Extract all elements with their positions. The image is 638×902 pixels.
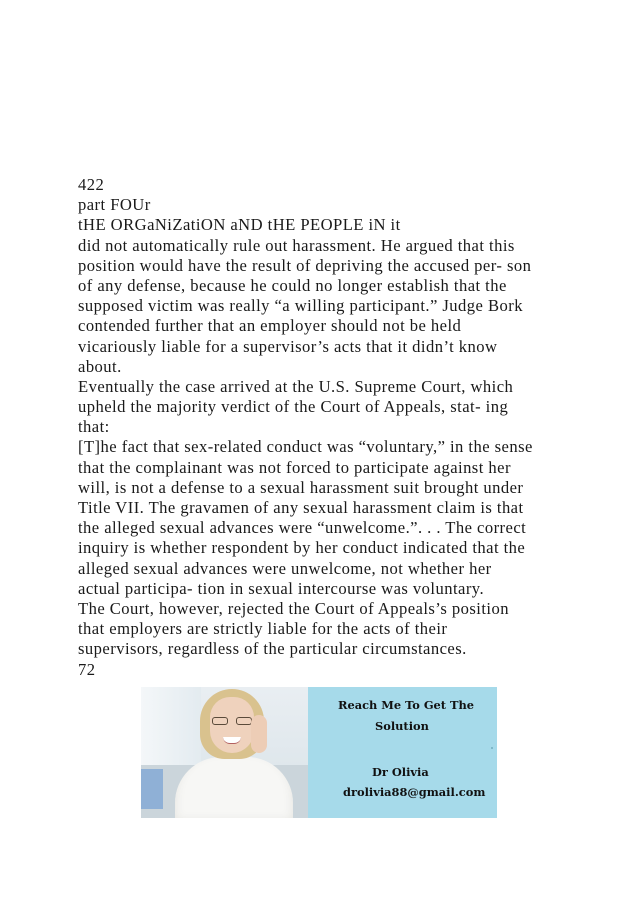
contact-name: Dr Olivia [372,765,429,779]
decorative-dot [491,747,493,749]
body-line: supervisors, regardless of the particular circumstances. [78,639,467,659]
body-line: did not automatically rule out harassment. He argued that this [78,235,515,255]
body-line: that: [78,417,110,437]
body-line: Eventually the case arrived at the U.S. Supreme Court, which [78,376,514,396]
document-text [78,175,578,680]
body-line: upheld the majority verdict of the Court of Appeals, stat- ing [78,397,509,417]
quote-line: Title VII. The gravamen of any sexual harassment claim is that [78,498,524,517]
white-blouse [175,757,293,818]
glasses-icon [212,717,252,725]
banner-headline-line2: Solution [375,719,429,733]
running-head: tHE ORGaNiZatiON aND tHE PEOPLE iN it [78,215,401,235]
contact-email-link[interactable]: drolivia88@gmail.com [343,785,486,799]
face [210,697,254,753]
banner-headline-line1: Reach Me To Get The [338,698,475,712]
quote-line: [T]he fact that sex-related conduct was “voluntary,” in the sense [78,437,533,457]
body-line: position would have the result of depriving the accused per- son [78,255,532,275]
quote-line: alleged sexual advances were unwelcome, not whether her [78,558,492,578]
quote-line: the alleged sexual advances were “unwelcome.”. . . The correct [78,518,527,538]
body-line: contended further that an employer should not be held [78,316,462,336]
quote-line: inquiry is whether respondent by her conduct indicated that the [78,538,526,558]
blue-panel [141,769,163,809]
body-line: that employers are strictly liable for the acts of their [78,619,448,639]
contact-info-panel [308,687,497,818]
quote-line: actual participa- tion in sexual intercourse was voluntary. [78,578,485,598]
contact-banner[interactable] [141,687,497,818]
page-number: 422 [78,175,105,194]
footnote-number: 72 [78,659,96,679]
hand-on-glasses [251,715,267,753]
body-line: The Court, however, rejected the Court of Appeals’s position [78,598,509,618]
woman-photo [141,687,308,818]
body-line: of any defense, because he could no longer establish that the [78,275,507,295]
body-line: about. [78,356,122,376]
quote-line: that the complainant was not forced to participate against her [78,457,511,477]
body-line: supposed victim was really “a willing participant.” Judge Bork [78,296,523,316]
part-label: part FOUr [78,195,151,215]
quote-line: will, is not a defense to a sexual harassment suit brought under [78,477,524,497]
body-line: vicariously liable for a supervisor’s acts that it didn’t know [78,336,498,356]
